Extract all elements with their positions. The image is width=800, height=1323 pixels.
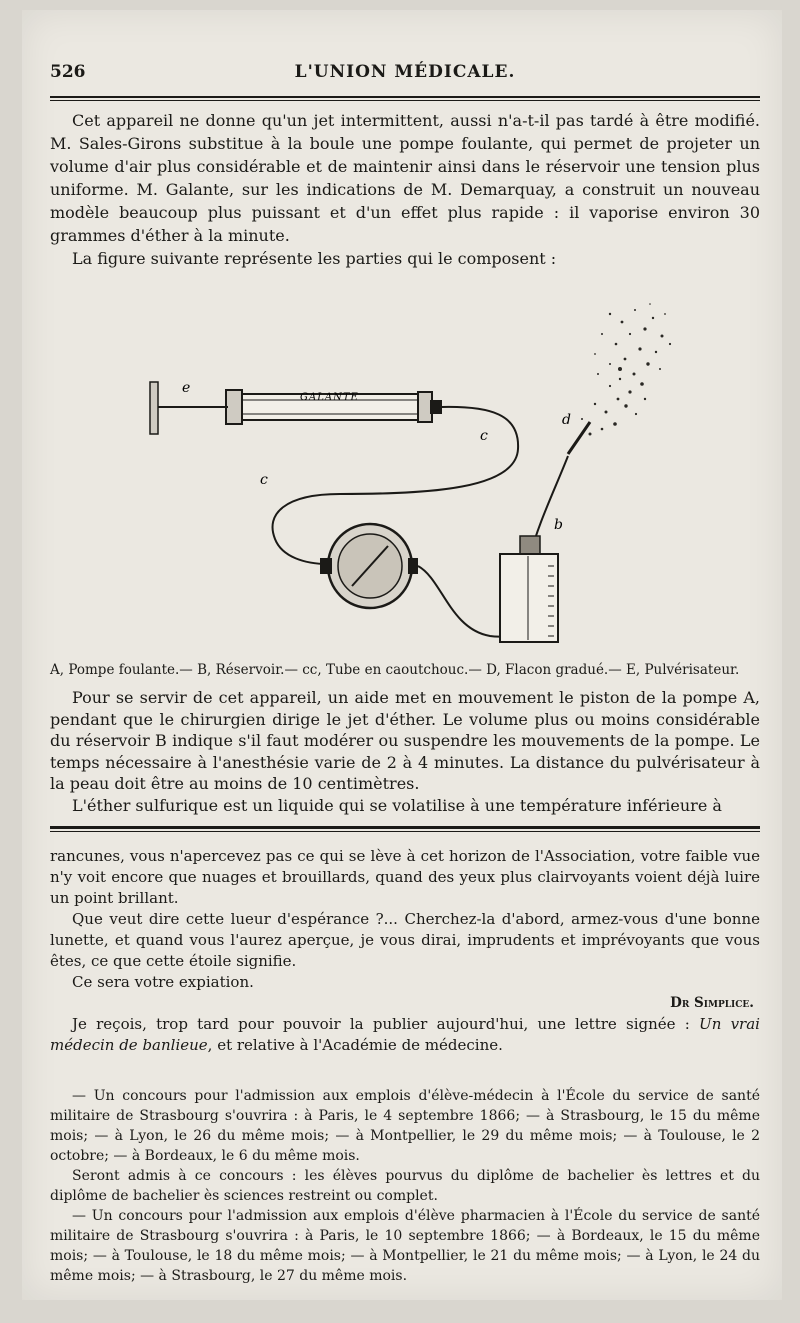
label-c-right: c [480,428,488,444]
page-number: 526 [50,62,86,82]
letter-title: Un vrai médecin de banlieue [50,1015,760,1054]
spacer [50,1056,760,1086]
section-apparatus-text [50,109,760,270]
paragraph: — Un concours pour l'admission aux emplois d'élève-médecin à l'École du service de santé militaire de Strasbourg s'ouvrira : à Paris, le 4 septembre 1866; — à Strasbourg, le 15 du même mois; — à Lyon, le 26 du même mois; — à Montpellier, le 29 du même mois; — à Toulouse, le 2 octobre; — à Bordeaux, le 6 du même mois. [50,1088,760,1164]
paragraph-letter: Je reçois, trop tard pour pouvoir la publier aujourd'hui, une lettre signée : Un vrai médecin de banlieue, et relative à l'Académie de médecine. [50,1015,760,1054]
header-rule-thin [50,100,760,101]
section-feuilleton-text [50,846,760,1056]
journal-title: L'UNION MÉDICALE. [294,62,516,82]
spray-mist [581,303,671,435]
section-announcements [50,1086,760,1286]
journal-page [22,10,782,1300]
paragraph: Cet appareil ne donne qu'un jet intermittent, aussi n'a-t-il pas tardé à être modifié. M. Sales-Girons substitue à la boule une pompe foulante, qui permet de projeter un volume d'air plus considérable et de maintenir ainsi dans le réservoir une tension plus uniforme. M. Galante, sur les indications de M. Demarquay, a construit un nouveau modèle beaucoup plus puissant et d'un effet plus rapide : il vaporise environ 30 grammes d'éther à la minute. [50,111,760,245]
section-usage-text [50,687,760,816]
paragraph: La figure suivante représente les parties qui le composent : [72,249,557,268]
label-galante: GALANTE [300,392,359,403]
label-c-left: c [260,472,268,488]
label-b: b [554,517,563,533]
paragraph: Ce sera votre expiation. [72,973,254,991]
paragraph: Pour se servir de cet appareil, un aide met en mouvement le piston de la pompe A, pendant que le chirurgien dirige le jet d'éther. Le volume plus ou moins considérable du réservoir B indique s'il faut modérer ou suspendre les mouvements de la pompe. Le temps nécessaire à l'anesthésie varie de 2 à 4 minutes. La distance du pulvérisateur à la peau doit être au moins de 10 centimètres. [50,688,760,793]
apparatus-illustration [50,274,760,659]
reservoir-ball [320,524,418,608]
figure-caption: A, Pompe foulante.— B, Réservoir.— cc, Tube en caoutchouc.— D, Flacon gradué.— E, Pulvérisateur. [50,662,740,678]
paragraph: Que veut dire cette lueur d'espérance ?... Cherchez-la d'abord, armez-vous d'une bonne lunette, et quand vous l'aurez aperçue, je vous dirai, imprudents et imprévoyants que vous êtes, ce que cette étoile signifie. [50,910,760,970]
paragraph: L'éther sulfurique est un liquide qui se volatilise à une température inférieure à [72,795,722,815]
running-header [50,62,760,88]
page-content [50,62,760,1286]
header-rule [50,96,760,98]
paragraph: Seront admis à ce concours : les élèves pourvus du diplôme de bachelier ès lettres et du diplôme de bachelier ès sciences restreint ou complet. [50,1168,760,1204]
label-d: d [562,412,571,428]
label-e: e [182,380,191,396]
paragraph: rancunes, vous n'apercevez pas ce qui se lève à cet horizon de l'Association, votre faible vue n'y voit encore que nuages et brouillards, quand des yeux plus clairvoyants voient déjà luire un point brillant. [50,847,760,907]
paragraph: — Un concours pour l'admission aux emplois d'élève pharmacien à l'École du service de santé militaire de Strasbourg s'ouvrira : à Paris, le 10 septembre 1866; — à Bordeaux, le 15 du même mois; — à Toulouse, le 18 du même mois; — à Montpellier, le 21 du même mois; — à Lyon, le 24 du même mois; — à Strasbourg, le 27 du même mois. [50,1208,760,1284]
apparatus-figure [50,274,760,659]
spray-nozzle [568,422,590,454]
graduated-flask [500,536,558,642]
section-divider [50,826,760,832]
signature: Dr Simplice. [670,995,754,1011]
